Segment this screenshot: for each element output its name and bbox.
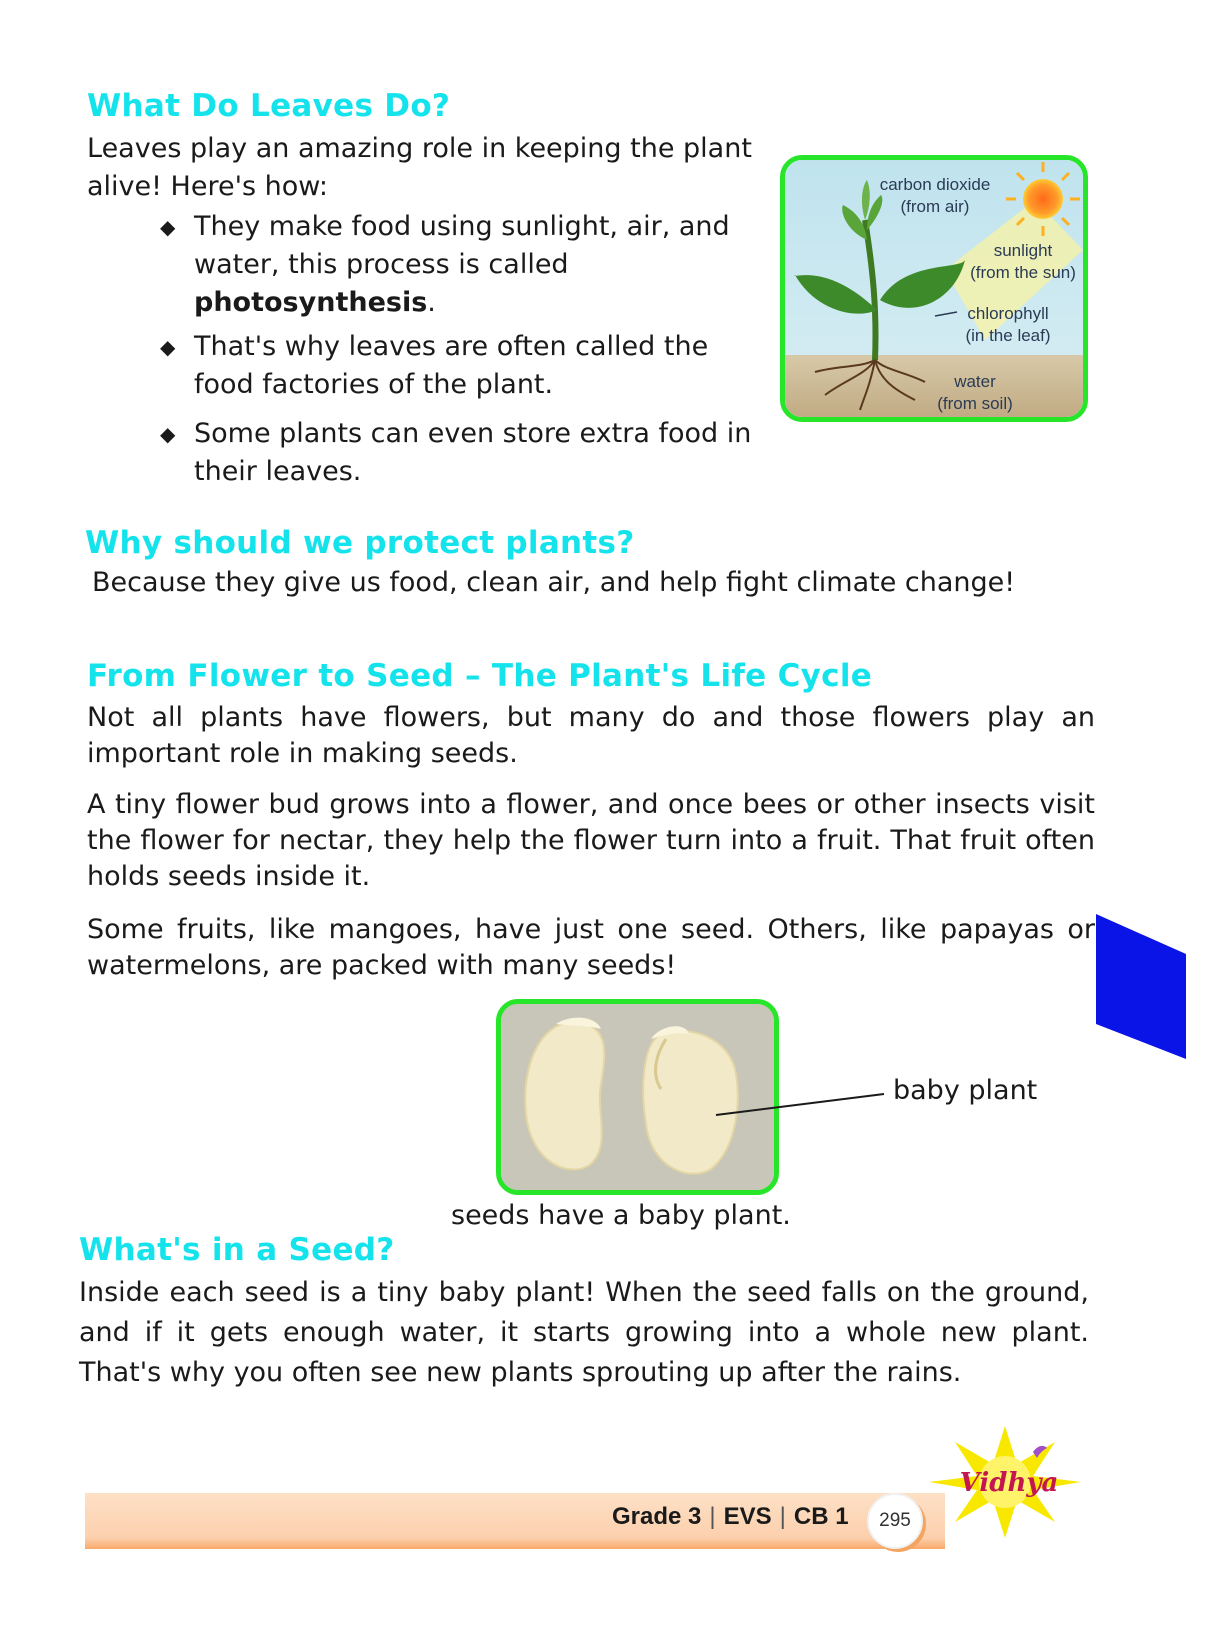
footer-book: CB 1 (793, 1503, 849, 1530)
heading-whats-in-a-seed: What's in a Seed? (79, 1232, 395, 1268)
lifecycle-paragraph-1: Not all plants have flowers, but many do and those flowers play an important role in making seeds. (87, 702, 1095, 769)
lifecycle-paragraph-3: Some fruits, like mangoes, have just one seed. Others, like papayas or watermelons, are packed with many seeds! (87, 914, 1095, 981)
water-label: water (954, 372, 996, 391)
page-number: 295 (867, 1493, 923, 1549)
protect-text: Because they give us food, clean air, and help fight climate change! (92, 567, 1016, 598)
list-item: ◆ They make food using sunlight, air, and water, this process is called photosynthesis. (160, 208, 740, 322)
vidhya-logo-text: Vidhya (959, 1468, 1059, 1498)
diamond-bullet-icon: ◆ (160, 335, 176, 359)
sunlight-label: sunlight (993, 241, 1053, 260)
footer-subject: EVS (723, 1503, 772, 1530)
seed-caption: seeds have a baby plant. (451, 1200, 791, 1231)
diamond-bullet-icon: ◆ (160, 422, 176, 446)
chlorophyll-label: chlorophyll (967, 304, 1049, 323)
baby-plant-label: baby plant (893, 1075, 1038, 1106)
photosynthesis-diagram (780, 155, 1088, 422)
co2-label: carbon dioxide (879, 175, 991, 194)
side-tab-decoration (1096, 914, 1186, 1059)
heading-what-do-leaves-do: What Do Leaves Do? (87, 88, 451, 124)
lifecycle-paragraph-2: A tiny flower bud grows into a flower, and once bees or other insects visit the flower for nectar, they help the flower turn into a fruit. That fruit often holds seeds inside it. (87, 789, 1095, 892)
sunlight-source-label: (from the sun) (970, 263, 1076, 282)
footer-grade: Grade 3 (612, 1503, 702, 1530)
water-source-label: (from soil) (937, 394, 1013, 413)
leaves-intro: Leaves play an amazing role in keeping the plant alive! Here's how: (87, 133, 752, 202)
vidhya-logo (925, 1422, 1085, 1542)
heading-why-protect-plants: Why should we protect plants? (85, 525, 635, 561)
list-item: ◆ That's why leaves are often called the food factories of the plant. (160, 328, 740, 404)
photosynthesis-term: photosynthesis (194, 287, 428, 318)
list-item: ◆ Some plants can even store extra food in their leaves. (160, 415, 760, 491)
co2-source-label: (from air) (900, 197, 970, 216)
diamond-bullet-icon: ◆ (160, 215, 176, 239)
seed-text: Inside each seed is a tiny baby plant! When the seed falls on the ground, and if it gets enough water, it starts growing into a whole new plant. That's why you often see new plants sprouting up after the rains. (79, 1277, 1089, 1388)
chlorophyll-source-label: (in the leaf) (965, 326, 1051, 345)
footer-book-info: Grade 3 | EVS | CB 1 (612, 1503, 849, 1530)
baby-plant-pointer-line (712, 1089, 892, 1129)
heading-flower-to-seed: From Flower to Seed – The Plant's Life Cycle (87, 658, 873, 694)
